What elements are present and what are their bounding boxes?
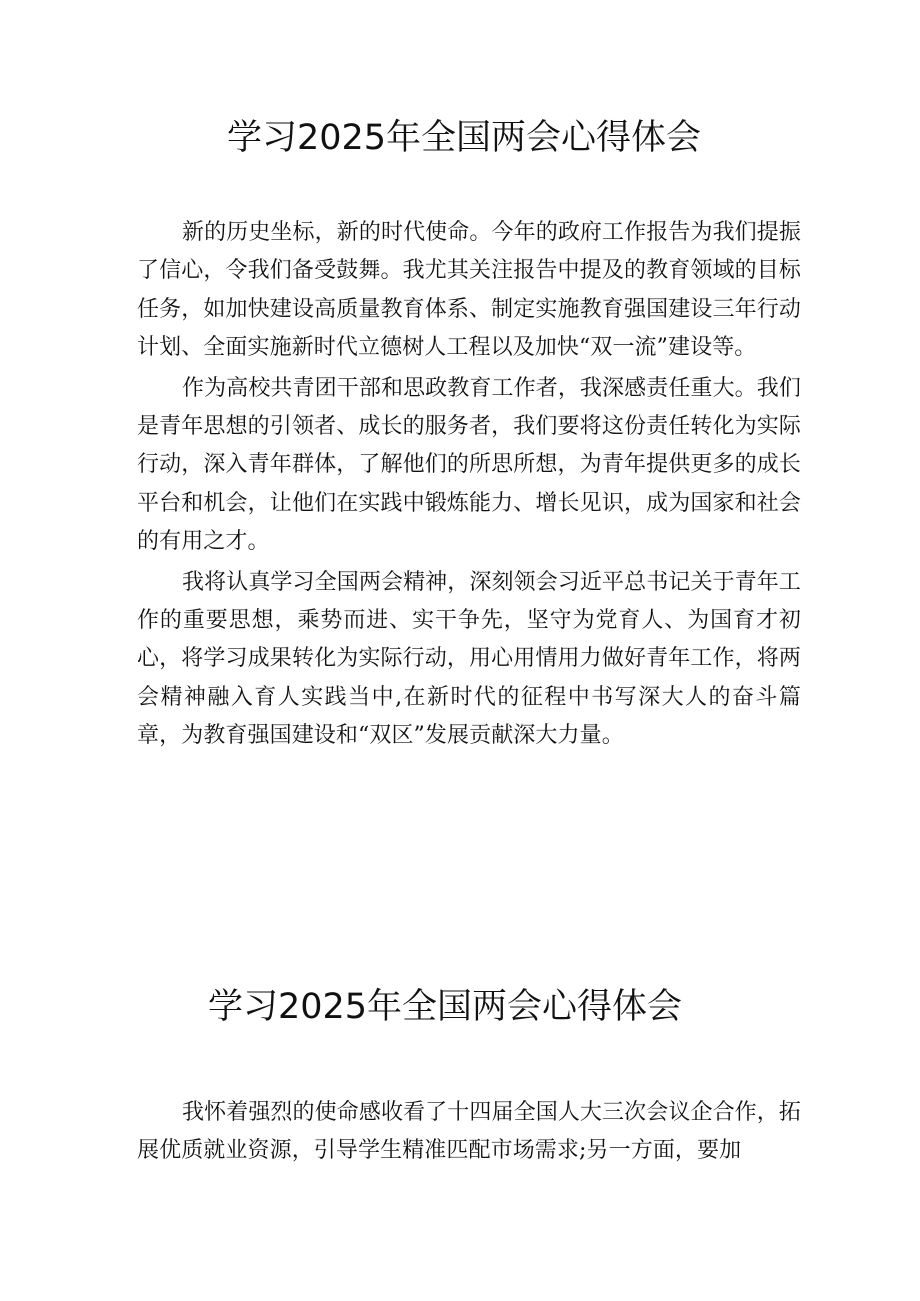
paragraph: 我将认真学习全国两会精神，深刻领会习近平总书记关于青年工作的重要思想，乘势而进、实干争先，坚守为党育人、为国育才初心，将学习成果转化为实际行动，用心用情用力做好青年工作，将两会精神融入育人实践当中,在新时代的征程中书写深大人的奋斗篇章，为教育强国建设和“双区”发展贡献深大力量。: [137, 569, 801, 749]
article-body: [137, 1094, 801, 1173]
article-title: 学习2025年全国两会心得体会: [207, 987, 683, 1027]
paragraph: 新的历史坐标，新的时代使命。今年的政府工作报告为我们提振了信心，令我们备受鼓舞。我尤其关注报告中提及的教育领域的目标任务，如加快建设高质量教育体系、制定实施教育强国建设三年行动计划、全面实施新时代立德树人工程以及加快“双一流”建设等。: [137, 220, 801, 361]
article-body: [137, 214, 801, 758]
article-title: 学习2025年全国两会心得体会: [226, 118, 702, 158]
paragraph: 作为高校共青团干部和思政教育工作者，我深感责任重大。我们是青年思想的引领者、成长的服务者，我们要将这份责任转化为实际行动，深入青年群体，了解他们的所思所想，为青年提供更多的成长平台和机会，让他们在实践中锻炼能力、增长见识，成为国家和社会的有用之才。: [137, 375, 801, 555]
paragraph: 我怀着强烈的使命感收看了十四届全国人大三次会议企合作，拓展优质就业资源，引导学生精准匹配市场需求;另一方面，要加: [137, 1100, 801, 1164]
